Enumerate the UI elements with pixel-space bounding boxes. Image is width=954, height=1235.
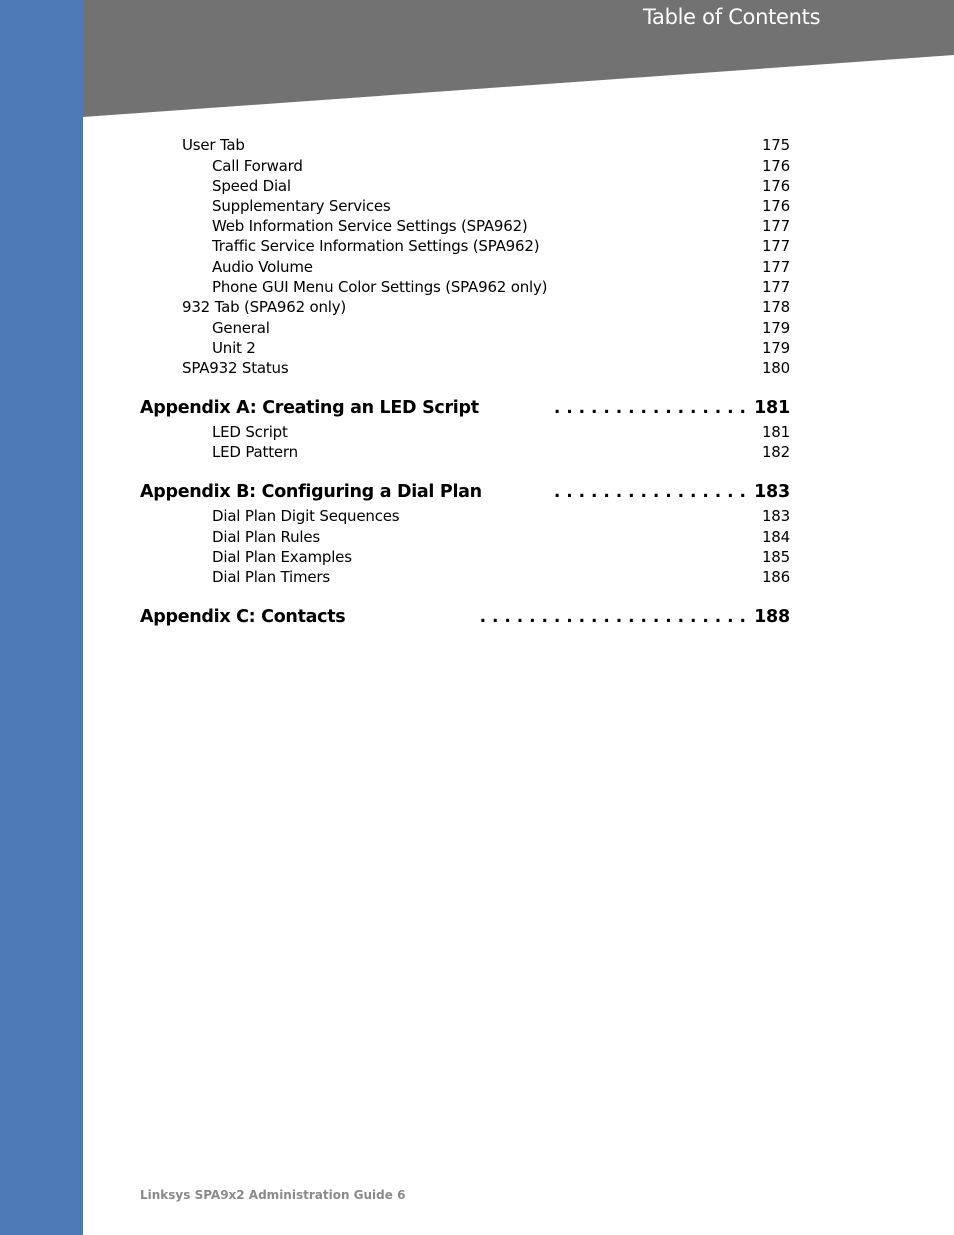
toc-entry-page: 176 (761, 197, 790, 215)
toc-entry-label: Speed Dial (212, 177, 291, 195)
header-wedge (83, 0, 954, 120)
toc-entry-speed-dial[interactable] (0, 176, 954, 196)
toc-entry-led-pattern[interactable] (0, 442, 954, 462)
toc-entry-dial-plan-examples[interactable] (0, 547, 954, 567)
toc-entry-page: 176 (761, 177, 790, 195)
toc-entry-label: General (212, 319, 270, 337)
appendix-title: Appendix A: Creating an LED Script (140, 398, 479, 418)
toc-entry-page: 179 (761, 319, 790, 337)
dot-leader: . . . . . . . . . . . . . . . . . . . . . . (479, 607, 746, 627)
toc-entry-led-script[interactable] (0, 422, 954, 442)
appendix-title: Appendix C: Contacts (140, 607, 346, 627)
toc-entry-label: Unit 2 (212, 339, 256, 357)
toc-entry-page: 185 (761, 548, 790, 566)
toc-entry-page: 182 (761, 443, 790, 461)
toc-entry-932-tab[interactable] (0, 297, 954, 317)
toc-entry-dial-plan-timers[interactable] (0, 567, 954, 587)
toc-entry-phone-gui-menu-color[interactable] (0, 277, 954, 297)
toc-entry-dial-plan-digit-sequences[interactable] (0, 506, 954, 526)
toc-entry-label: Dial Plan Digit Sequences (212, 507, 400, 525)
toc-entry-page: 180 (761, 359, 790, 377)
toc-entry-traffic-service-information[interactable] (0, 236, 954, 256)
toc-entry-page: 177 (761, 237, 790, 255)
toc-entry-audio-volume[interactable] (0, 257, 954, 277)
toc-entry-page: 176 (761, 157, 790, 175)
toc-entry-label: LED Script (212, 423, 288, 441)
dot-leader: . . . . . . . . . . . . . . . . (553, 398, 746, 418)
toc-entry-page: 183 (761, 507, 790, 525)
toc-entry-user-tab[interactable] (0, 135, 954, 155)
toc-entry-label: LED Pattern (212, 443, 298, 461)
toc-entry-page: 175 (761, 136, 790, 154)
toc-entry-unit-2[interactable] (0, 338, 954, 358)
toc-appendix-a[interactable] (0, 396, 954, 420)
toc-entry-web-information-service[interactable] (0, 216, 954, 236)
page-title: Table of Contents (643, 5, 821, 29)
toc-appendix-c[interactable] (0, 605, 954, 629)
toc-appendix-b[interactable] (0, 480, 954, 504)
toc-entry-general[interactable] (0, 318, 954, 338)
toc-entry-label: Dial Plan Rules (212, 528, 320, 546)
toc-entry-page: 177 (761, 258, 790, 276)
toc-entry-label: 932 Tab (SPA962 only) (182, 298, 347, 316)
appendix-page: 188 (754, 607, 790, 627)
toc-entry-page: 184 (761, 528, 790, 546)
appendix-page: 181 (754, 398, 790, 418)
appendix-page: 183 (754, 482, 790, 502)
toc-entry-spa932-status[interactable] (0, 358, 954, 378)
header-band (83, 0, 954, 120)
dot-leader: . . . . . . . . . . . . . . . . (553, 482, 746, 502)
toc-entry-label: Call Forward (212, 157, 303, 175)
toc-entry-label: Dial Plan Timers (212, 568, 331, 586)
toc-entry-call-forward[interactable] (0, 156, 954, 176)
toc-entry-page: 177 (761, 217, 790, 235)
toc-entry-label: User Tab (182, 136, 245, 154)
toc-entry-supplementary-services[interactable] (0, 196, 954, 216)
toc-entry-page: 179 (761, 339, 790, 357)
toc-entry-page: 181 (761, 423, 790, 441)
toc-entry-label: SPA932 Status (182, 359, 289, 377)
toc-entry-label: Audio Volume (212, 258, 313, 276)
toc-entry-label: Dial Plan Examples (212, 548, 352, 566)
toc-entry-label: Supplementary Services (212, 197, 391, 215)
toc-entry-page: 186 (761, 568, 790, 586)
toc-entry-label: Phone GUI Menu Color Settings (SPA962 only) (212, 278, 548, 296)
toc-entry-page: 178 (761, 298, 790, 316)
appendix-title: Appendix B: Configuring a Dial Plan (140, 482, 482, 502)
toc-entry-label: Traffic Service Information Settings (SPA962) (212, 237, 540, 255)
toc-entry-page: 177 (761, 278, 790, 296)
toc-entry-dial-plan-rules[interactable] (0, 527, 954, 547)
page-footer: Linksys SPA9x2 Administration Guide 6 (140, 1188, 406, 1202)
toc-entry-label: Web Information Service Settings (SPA962) (212, 217, 528, 235)
